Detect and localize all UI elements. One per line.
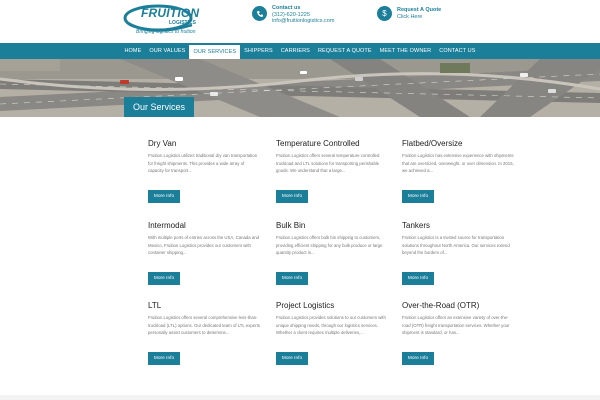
service-description: Fruition Logistics offers several comprehensive less-than-truckload (LTL) options. Our dedicated team of LTL experts personally assist customers to determine... [148,315,260,336]
service-description: With multiple ports of entries across the USA, Canada and Mexico, Fruition Logistics provides our customers with container shipping... [148,235,260,256]
contact-title: Contact us [272,5,301,11]
service-description: Fruition Logistics has extensive experience with shipments that are oversized, overweight, or over dimension. In 2015, we achieved a... [402,153,514,174]
service-description: Fruition Logistics utilizes traditional dry van transportation for freight shipments. This provides a wide array of capacity for transport... [148,153,258,174]
service-description: Fruition Logistics is a trusted source for transportation solutions throughout North America. Our services extend beyond the borders of... [402,235,510,256]
dollar-icon: $ [377,6,392,21]
nav-item-our-services[interactable]: OUR SERVICES [189,43,240,59]
contact-phone[interactable]: (312)-620-1225 [272,11,310,18]
more-info-button[interactable]: More Info [402,272,434,285]
service-title: Flatbed/Oversize [402,139,463,148]
contact-email[interactable]: info@fruitionlogistics.com [272,18,335,24]
service-card [402,221,514,281]
quote-link[interactable]: Click Here [397,13,423,20]
brand-sub: LOGISTICS [169,20,196,26]
nav-item-shippers[interactable]: SHIPPERS [244,48,273,54]
service-card [276,221,388,281]
more-info-button[interactable]: More Info [148,352,180,365]
service-card [402,301,514,361]
service-description: Fruition Logistics offers bulk bin shipping to customers, providing efficient shipping for any bulk produce or large quantity product in... [276,235,383,256]
quote-title: Request A Quote [397,7,442,13]
service-title: Over-the-Road (OTR) [402,301,480,310]
brand-name: FRUITION [141,6,200,20]
nav-item-our-values[interactable]: OUR VALUES [149,48,186,54]
nav-item-request-a-quote[interactable]: REQUEST A QUOTE [317,48,372,54]
service-title: Tankers [402,221,431,230]
more-info-button[interactable]: More Info [148,272,180,285]
nav-item-carriers[interactable]: CARRIERS [280,48,310,54]
highway-image [0,59,600,117]
service-title: Project Logistics [276,301,335,310]
service-description: Fruition Logistics offers several temperature controlled truckload and LTL solutions for transporting perishable goods. We understand that a large... [276,153,380,174]
service-description: Fruition Logistics provides solutions to our customers with unique shipping needs, through our logistics services. Whether a client requires multiple deliveries,... [276,315,386,336]
brand-logo[interactable] [122,3,208,37]
service-title: Intermodal [148,221,186,230]
more-info-button[interactable]: More Info [402,190,434,203]
service-card [148,301,260,361]
nav-item-home[interactable]: HOME [124,48,142,54]
more-info-button[interactable]: More Info [276,190,308,203]
service-card [276,139,388,199]
service-card [148,221,260,281]
more-info-button[interactable]: More Info [402,352,434,365]
quote-block[interactable] [377,5,441,21]
service-title: Temperature Controlled [276,139,360,148]
site-header [0,0,600,43]
brand-tagline: Bringing logistics to fruition [136,29,196,35]
phone-icon [252,6,267,21]
more-info-button[interactable]: More Info [276,272,308,285]
service-card [402,139,514,199]
more-info-button[interactable]: More Info [148,190,180,203]
footer-divider [0,395,600,400]
service-card [148,139,260,199]
service-title: Bulk Bin [276,221,306,230]
nav-item-contact-us[interactable]: CONTACT US [439,48,476,54]
service-card [276,301,388,361]
page-title: Our Services [124,97,194,117]
contact-block[interactable] [252,5,334,25]
service-description: Fruition Logistics offers an extensive variety of over-the-road (OTR) freight transportation services. Whether your shipment is standard, or has... [402,315,510,336]
more-info-button[interactable]: More Info [276,352,308,365]
nav-item-meet-the-owner[interactable]: MEET THE OWNER [379,48,432,54]
service-title: LTL [148,301,162,310]
service-title: Dry Van [148,139,177,148]
main-nav [0,43,600,59]
hero-banner [0,59,600,117]
